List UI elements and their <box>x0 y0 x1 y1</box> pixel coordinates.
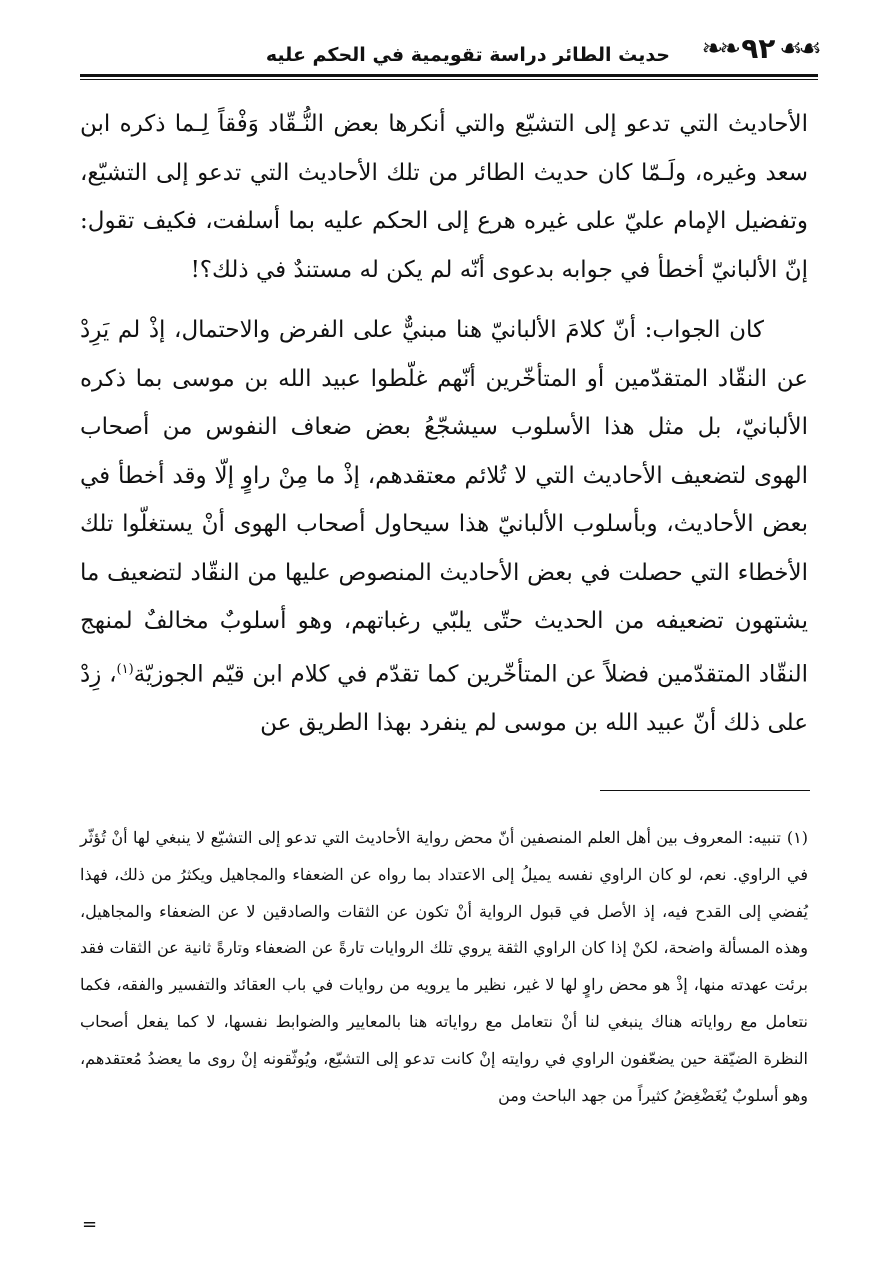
paragraph-1: الأحاديث التي تدعو إلى التشيّع والتي أنكرها بعض النُّـقّاد وَفْقاً لِـما ذكره ابن سعد وغيره، ولَـمّا كان حديث الطائر من تلك الأحاديث التي تدعو إلى التشيّع، وتفضيل الإمام عليّ على غيره هرع إلى الحكم عليه بما أسلفت، فكيف تقول: إنّ الألبانيّ أخطأ في جوابه بدعوى أنّه لم يكن له مستندٌ في ذلك؟! <box>80 111 808 283</box>
main-text <box>80 100 808 747</box>
header-rule-thin <box>80 79 818 80</box>
paragraph-2-tail: ، زِدْ على ذلك أنّ عبيد الله بن موسى لم ينفرد بهذا الطريق عن <box>80 661 808 736</box>
page-header <box>80 28 818 72</box>
running-title: حديث الطائر دراسة تقويمية في الحكم عليه <box>265 44 670 66</box>
continuation-mark: = <box>82 1214 98 1235</box>
header-rule-thick <box>80 74 818 77</box>
footnote-number: (١) <box>786 828 808 847</box>
paragraph-2-text: كان الجواب: أنّ كلامَ الألبانيّ هنا مبنيٌّ على الفرض والاحتمال، إذْ لم يَرِدْ عن النقّاد المتقدّمين أو المتأخّرين أنّهم غلّطوا عبيد الله بن موسى بما ذكره الألبانيّ، بل مثل هذا الأسلوب سيشجّعُ بعض ضعاف النفوس من أصحاب الهوى لتضعيف الأحاديث التي لا تُلائم معتقدهم، إذْ ما مِنْ راوٍ إلّا وقد أخطأ في بعض الأحاديث، وبأسلوب الألبانيّ هذا سيحاول أصحاب الهوى أنْ يستغلّوا تلك الأخطاء التي حصلت في بعض الأحاديث المنصوص عليها من النقّاد لتضعيف ما يشتهون تضعيفه من الحديث حتّى يلبّي رغباتهم، وهو أسلوبٌ مخالفٌ لمنهج النقّاد المتقدّمين فضلاً عن المتأخّرين كما تقدّم في كلام ابن قيّم الجوزيّة <box>80 317 809 688</box>
paragraph-2 <box>80 306 808 747</box>
footnote-separator <box>600 790 810 791</box>
ornament-left-icon: ❧❧ <box>701 33 738 64</box>
footnote-text: تنبيه: المعروف بين أهل العلم المنصفين أنّ محض رواية الأحاديث التي تدعو إلى التشيّع لا ينبغي لها أنْ تُؤثّر في الراوي. نعم، لو كان الراوي نفسه يميلُ إلى الاعتداد بما رواه عن الضعفاء والمجاهيل ويكثرُ من ذلك، فهذا يُفضي إلى القدح فيه، إذ الأصل في قبول الرواية أنْ تكون عن الثقات والصادقين لا عن الضعفاء والمجاهيل، وهذه المسألة واضحة، لكنْ إذا كان الراوي الثقة يروي تلك الروايات تارةً عن الضعفاء وتارةً ثانية عن الثقات فقد برئت عهدته منها، إذْ هو محض راوٍ لها لا غير، نظير ما يرويه من روايات في باب العقائد والتفسير والفقه، فكما نتعامل مع رواياته هناك ينبغي لنا أنْ نتعامل مع رواياته هنا بالمعايير والضوابط نفسها، لا كما يفعل أصحاب النظرة الضيّقة حين يضعّفون الراوي في روايته إنْ كانت تدعو إلى التشيّع، ويُوثّقونه إنْ روى ما يعضدُ مُعتقدهم، وهو أسلوبٌ يُغَضْغِضُ كثيراً من جهد الباحث ومن <box>80 828 809 1105</box>
ornament-right-icon: ☙☙ <box>779 33 818 64</box>
page-number-ornament <box>702 32 818 65</box>
footnote <box>80 820 808 1114</box>
footnote-reference[interactable]: (١) <box>116 661 134 677</box>
page-number: ٩٢ <box>741 32 776 65</box>
